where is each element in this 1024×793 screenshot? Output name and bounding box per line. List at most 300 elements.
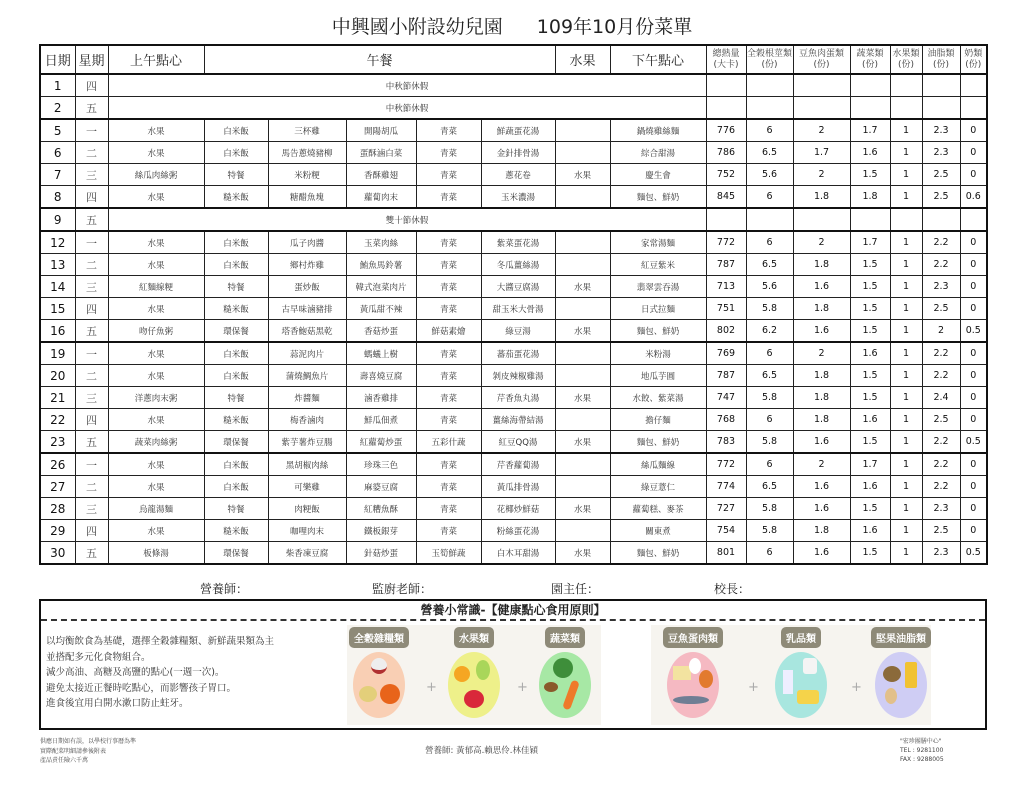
nutrition-cell-vegetable: 1.5: [850, 254, 890, 276]
nutrition-cell-fruitv: 1: [890, 342, 922, 365]
am-snack-cell: 水果: [108, 231, 204, 254]
menu-period: 109年10月份菜單: [536, 16, 693, 38]
nutrition-cell-kcal: 751: [706, 298, 746, 320]
table-row: [40, 365, 987, 387]
date-cell: 20: [40, 365, 75, 387]
fruit-cell: [555, 186, 610, 209]
col-vegetable: 蔬菜類(份): [850, 45, 890, 74]
vegetable-icon: [539, 652, 591, 718]
vegetable-dish-cell: 青菜: [416, 498, 481, 520]
date-cell: 9: [40, 208, 75, 231]
pm-snack-cell: 麵包、鮮奶: [610, 431, 706, 454]
nutrition-cell-kcal: 727: [706, 498, 746, 520]
nutrition-cell-vegetable: [850, 208, 890, 231]
nutrition-cell-fat: 2.2: [922, 231, 960, 254]
soup-cell: 蕃茄蛋花湯: [481, 342, 555, 365]
nutrition-cell-fat: 2.3: [922, 276, 960, 298]
vegetable-dish-cell: 青菜: [416, 409, 481, 431]
nutrition-cell-milk: 0.6: [960, 186, 987, 209]
supplier-name: "宏珍團膳中心": [900, 738, 942, 745]
staple-cell: 白米飯: [204, 365, 268, 387]
footer-note: 供應日期如有誤，以學校行事曆為準: [40, 738, 137, 745]
side-dish-cell: 黃瓜甜不辣: [346, 298, 416, 320]
weekday-cell: 二: [75, 254, 108, 276]
nutrition-cell-kcal: 754: [706, 520, 746, 542]
vegetable-dish-cell: 青菜: [416, 387, 481, 409]
tip-line: 並搭配多元化食物組合。: [46, 651, 151, 663]
pm-snack-cell: 日式拉麵: [610, 298, 706, 320]
nutrition-cell-milk: [960, 97, 987, 120]
fruit-cell: 水果: [555, 276, 610, 298]
nutrition-cell-grain: 6.2: [746, 320, 793, 343]
col-fruit: 水果: [555, 45, 610, 74]
nutrition-cell-fruitv: 1: [890, 119, 922, 142]
nutrition-cell-milk: 0: [960, 387, 987, 409]
nutrition-cell-fat: [922, 208, 960, 231]
nutrition-cell-fat: 2.2: [922, 476, 960, 498]
side-dish-cell: 韓式泡菜肉片: [346, 276, 416, 298]
nutrition-cell-kcal: 787: [706, 365, 746, 387]
nutrition-cell-protein: 1.6: [793, 542, 850, 565]
nutrition-cell-vegetable: 1.7: [850, 231, 890, 254]
fruit-cell: [555, 520, 610, 542]
nutrition-cell-fat: 2.2: [922, 365, 960, 387]
date-cell: 12: [40, 231, 75, 254]
date-cell: 21: [40, 387, 75, 409]
main-dish-cell: 塔香鮑菇黑乾: [268, 320, 346, 343]
nutrition-cell-kcal: [706, 74, 746, 97]
vegetable-dish-cell: 鮮菇素燴: [416, 320, 481, 343]
vegetable-dish-cell: 青菜: [416, 276, 481, 298]
nutrition-cell-fruitv: [890, 74, 922, 97]
weekday-cell: 三: [75, 164, 108, 186]
col-fat: 油脂類(份): [922, 45, 960, 74]
nutrition-cell-fat: 2.2: [922, 453, 960, 476]
fruit-cell: [555, 254, 610, 276]
weekday-cell: 二: [75, 476, 108, 498]
nutrition-cell-fat: 2.5: [922, 298, 960, 320]
weekday-cell: 一: [75, 119, 108, 142]
plus-icon: +: [748, 680, 759, 695]
nutrition-cell-grain: 6.5: [746, 254, 793, 276]
tip-line: 以均衡飲食為基礎，選擇全穀雜糧類、新鮮蔬果類為主: [46, 636, 275, 647]
pm-snack-cell: 麵包、鮮奶: [610, 186, 706, 209]
table-row: [40, 186, 987, 209]
date-cell: 26: [40, 453, 75, 476]
side-dish-cell: 鮪魚馬鈴薯: [346, 254, 416, 276]
nutrition-cell-vegetable: 1.5: [850, 164, 890, 186]
main-dish-cell: 糖醋魚塊: [268, 186, 346, 209]
weekday-cell: 四: [75, 298, 108, 320]
table-row: [40, 520, 987, 542]
page-title: [0, 12, 1024, 39]
nutrition-cell-grain: 6.5: [746, 142, 793, 164]
nutrition-cell-vegetable: 1.5: [850, 365, 890, 387]
col-fruit-servings: 水果類(份): [890, 45, 922, 74]
nutrition-cell-fruitv: 1: [890, 520, 922, 542]
fruit-cell: [555, 409, 610, 431]
vegetable-dish-cell: 青菜: [416, 298, 481, 320]
side-dish-cell: 螞蟻上樹: [346, 342, 416, 365]
am-snack-cell: 水果: [108, 409, 204, 431]
nutrition-cell-vegetable: 1.7: [850, 119, 890, 142]
nutrition-cell-grain: [746, 97, 793, 120]
food-groups-panel-right: [651, 625, 931, 725]
food-group-label: 乳品類: [781, 627, 821, 648]
food-groups-panel-left: [347, 625, 601, 725]
table-row: [40, 231, 987, 254]
nutrition-cell-protein: 1.8: [793, 186, 850, 209]
am-snack-cell: 水果: [108, 186, 204, 209]
side-dish-cell: 鐵板銀芽: [346, 520, 416, 542]
nutrition-cell-grain: 5.8: [746, 498, 793, 520]
table-row: [40, 542, 987, 565]
col-calories: 總熱量(大卡): [706, 45, 746, 74]
pm-snack-cell: 關東煮: [610, 520, 706, 542]
nutrition-cell-kcal: 801: [706, 542, 746, 565]
menu-body: [40, 74, 987, 564]
weekday-cell: 三: [75, 276, 108, 298]
date-cell: 22: [40, 409, 75, 431]
am-snack-cell: 水果: [108, 520, 204, 542]
table-row: [40, 476, 987, 498]
nutrition-cell-kcal: 769: [706, 342, 746, 365]
weekday-cell: 五: [75, 320, 108, 343]
main-dish-cell: 可樂雞: [268, 476, 346, 498]
staple-cell: 糙米飯: [204, 409, 268, 431]
nutrition-cell-grain: 6: [746, 453, 793, 476]
soup-cell: 粉絲蛋花湯: [481, 520, 555, 542]
soup-cell: 金針排骨湯: [481, 142, 555, 164]
nutrition-cell-fat: 2.3: [922, 542, 960, 565]
nutrition-cell-fat: [922, 74, 960, 97]
staple-cell: 白米飯: [204, 476, 268, 498]
weekday-cell: 一: [75, 231, 108, 254]
soup-cell: 薑絲海帶結湯: [481, 409, 555, 431]
table-row: [40, 342, 987, 365]
nutrition-cell-grain: 5.8: [746, 520, 793, 542]
nutrition-cell-fruitv: 1: [890, 186, 922, 209]
nutrition-cell-protein: 1.8: [793, 254, 850, 276]
main-dish-cell: 馬告蔥燒豬柳: [268, 142, 346, 164]
principal-signature: 校長：: [714, 582, 751, 596]
vegetable-dish-cell: 青菜: [416, 119, 481, 142]
nutrition-cell-grain: 6: [746, 231, 793, 254]
main-dish-cell: 咖哩肉末: [268, 520, 346, 542]
pm-snack-cell: 家常湯麵: [610, 231, 706, 254]
date-cell: 15: [40, 298, 75, 320]
nutrition-cell-kcal: 786: [706, 142, 746, 164]
footer-dietitians: 營養師: 黃郁高.賴思伶.林佳穎: [425, 746, 538, 756]
staple-cell: 環保餐: [204, 542, 268, 565]
date-cell: 27: [40, 476, 75, 498]
vegetable-dish-cell: 青菜: [416, 520, 481, 542]
nutrition-cell-milk: 0: [960, 520, 987, 542]
nutrition-cell-fat: 2.2: [922, 431, 960, 454]
table-row: [40, 276, 987, 298]
nutrition-cell-milk: 0: [960, 498, 987, 520]
soup-cell: 玉米濃湯: [481, 186, 555, 209]
date-cell: 28: [40, 498, 75, 520]
nutrition-cell-vegetable: 1.6: [850, 342, 890, 365]
tips-title: 營養小常識-【健康點心食用原則】: [41, 601, 985, 621]
side-dish-cell: 滷香雞排: [346, 387, 416, 409]
am-snack-cell: 水果: [108, 142, 204, 164]
nutrition-cell-milk: 0: [960, 298, 987, 320]
nutrition-cell-vegetable: [850, 74, 890, 97]
table-row: [40, 74, 987, 97]
nutrition-cell-fat: 2.5: [922, 164, 960, 186]
staple-cell: 糙米飯: [204, 520, 268, 542]
nutrition-cell-milk: 0: [960, 342, 987, 365]
side-dish-cell: 紅蘿蔔炒蛋: [346, 431, 416, 454]
nutrition-cell-fruitv: [890, 97, 922, 120]
nutrition-cell-milk: 0.5: [960, 431, 987, 454]
fruit-cell: [555, 342, 610, 365]
fruit-cell: [555, 476, 610, 498]
staple-cell: 特餐: [204, 387, 268, 409]
school-name: 中興國小附設幼兒園: [331, 16, 503, 38]
fruit-cell: 水果: [555, 498, 610, 520]
nutrition-cell-milk: [960, 208, 987, 231]
food-group-label: 豆魚蛋肉類: [663, 627, 723, 648]
nutrition-cell-milk: [960, 74, 987, 97]
pm-snack-cell: 米粉湯: [610, 342, 706, 365]
food-group-fruit: [442, 627, 506, 718]
nutrition-cell-grain: [746, 208, 793, 231]
soup-cell: 剝皮辣椒雞湯: [481, 365, 555, 387]
fruit-cell: [555, 231, 610, 254]
table-row: [40, 208, 987, 231]
vegetable-dish-cell: 青菜: [416, 186, 481, 209]
food-group-vegetable: [533, 627, 597, 718]
nutrition-cell-milk: 0: [960, 164, 987, 186]
table-row: [40, 254, 987, 276]
nutrition-cell-kcal: [706, 208, 746, 231]
weekday-cell: 三: [75, 387, 108, 409]
footer-note: 實際配菜明細請參後附表: [40, 747, 107, 755]
weekday-cell: 一: [75, 453, 108, 476]
side-dish-cell: 麻婆豆腐: [346, 476, 416, 498]
nutrition-cell-fat: 2: [922, 320, 960, 343]
nutrition-cell-kcal: 768: [706, 409, 746, 431]
am-snack-cell: 絲瓜肉絲粥: [108, 164, 204, 186]
nuts-oils-icon: [875, 652, 927, 718]
main-dish-cell: 蒲燒鯛魚片: [268, 365, 346, 387]
side-dish-cell: 蘿蔔肉末: [346, 186, 416, 209]
food-group-dairy: [769, 627, 833, 718]
fruit-cell: 水果: [555, 320, 610, 343]
pm-snack-cell: 綠豆薏仁: [610, 476, 706, 498]
am-snack-cell: 水果: [108, 476, 204, 498]
main-dish-cell: 鄉村炸雞: [268, 254, 346, 276]
soup-cell: 芹香蘿蔔湯: [481, 453, 555, 476]
side-dish-cell: 針菇炒蛋: [346, 542, 416, 565]
nutrition-cell-kcal: 845: [706, 186, 746, 209]
nutrition-cell-grain: 6: [746, 186, 793, 209]
footer-notes: [40, 737, 136, 766]
fruit-icon: [448, 652, 500, 718]
food-group-label: 蔬菜類: [545, 627, 585, 648]
nutrition-cell-grain: 5.8: [746, 298, 793, 320]
weekday-cell: 三: [75, 498, 108, 520]
table-header-row: [40, 45, 987, 74]
vegetable-dish-cell: 青菜: [416, 142, 481, 164]
nutrition-cell-protein: 1.6: [793, 276, 850, 298]
plus-icon: +: [851, 680, 862, 695]
soup-cell: 冬瓜薑絲湯: [481, 254, 555, 276]
pm-snack-cell: 蘿蔔糕、麥茶: [610, 498, 706, 520]
nutrition-cell-protein: 1.6: [793, 320, 850, 343]
nutrition-cell-protein: 2: [793, 119, 850, 142]
nutrition-cell-milk: 0: [960, 142, 987, 164]
weekday-cell: 五: [75, 431, 108, 454]
nutrition-cell-fruitv: 1: [890, 320, 922, 343]
nutrition-cell-grain: 6.5: [746, 476, 793, 498]
main-dish-cell: 米粉粳: [268, 164, 346, 186]
am-snack-cell: 水果: [108, 365, 204, 387]
nutrition-cell-vegetable: 1.8: [850, 186, 890, 209]
nutrition-cell-grain: [746, 74, 793, 97]
fruit-cell: [555, 298, 610, 320]
staple-cell: 白米飯: [204, 119, 268, 142]
vegetable-dish-cell: 青菜: [416, 254, 481, 276]
nutrition-cell-milk: 0: [960, 453, 987, 476]
signature-line: [0, 580, 1024, 596]
nutrition-cell-kcal: 774: [706, 476, 746, 498]
pm-snack-cell: 慶生會: [610, 164, 706, 186]
side-dish-cell: 珍珠三色: [346, 453, 416, 476]
fruit-cell: [555, 453, 610, 476]
date-cell: 7: [40, 164, 75, 186]
col-weekday: 星期: [75, 45, 108, 74]
footer-supplier: [900, 737, 944, 764]
am-snack-cell: 板條湯: [108, 542, 204, 565]
main-dish-cell: 炸醬麵: [268, 387, 346, 409]
vegetable-dish-cell: 青菜: [416, 453, 481, 476]
soup-cell: 大醬豆腐湯: [481, 276, 555, 298]
staple-cell: 糙米飯: [204, 186, 268, 209]
nutrition-cell-vegetable: 1.6: [850, 476, 890, 498]
vegetable-dish-cell: 五彩什蔬: [416, 431, 481, 454]
date-cell: 2: [40, 97, 75, 120]
nutrition-cell-fruitv: 1: [890, 409, 922, 431]
vegetable-dish-cell: 青菜: [416, 342, 481, 365]
main-dish-cell: 梅香滷肉: [268, 409, 346, 431]
nutrition-cell-protein: 1.7: [793, 142, 850, 164]
nutrition-cell-milk: 0: [960, 254, 987, 276]
nutrition-cell-fruitv: 1: [890, 254, 922, 276]
side-dish-cell: 香菇炒蛋: [346, 320, 416, 343]
table-row: [40, 97, 987, 120]
table-row: [40, 164, 987, 186]
supplier-tel: TEL : 9281100: [900, 747, 944, 754]
nutrition-cell-protein: 2: [793, 231, 850, 254]
pm-snack-cell: 紅豆紫米: [610, 254, 706, 276]
nutrition-cell-grain: 6: [746, 409, 793, 431]
am-snack-cell: 紅麵線粳: [108, 276, 204, 298]
soup-cell: 白木耳甜湯: [481, 542, 555, 565]
am-snack-cell: 蔬菜肉絲粥: [108, 431, 204, 454]
soup-cell: 黃瓜排骨湯: [481, 476, 555, 498]
nutrition-cell-kcal: 747: [706, 387, 746, 409]
nutrition-cell-fruitv: 1: [890, 231, 922, 254]
col-milk: 奶類(份): [960, 45, 987, 74]
menu-table: [39, 44, 988, 565]
am-snack-cell: 洋蔥肉末粥: [108, 387, 204, 409]
food-group-label: 水果類: [454, 627, 494, 648]
am-snack-cell: 水果: [108, 119, 204, 142]
nutrition-cell-kcal: 752: [706, 164, 746, 186]
table-row: [40, 453, 987, 476]
nutrition-cell-fat: 2.3: [922, 119, 960, 142]
nutrition-cell-fat: 2.2: [922, 254, 960, 276]
staple-cell: 白米飯: [204, 142, 268, 164]
weekday-cell: 五: [75, 97, 108, 120]
soup-cell: 紅豆QQ湯: [481, 431, 555, 454]
nutrition-cell-kcal: [706, 97, 746, 120]
supplier-fax: FAX : 9288005: [900, 756, 944, 763]
main-dish-cell: 蒜泥肉片: [268, 342, 346, 365]
am-snack-cell: 水果: [108, 453, 204, 476]
nutrition-cell-kcal: 802: [706, 320, 746, 343]
nutrition-cell-vegetable: 1.7: [850, 453, 890, 476]
side-dish-cell: 開陽胡瓜: [346, 119, 416, 142]
nutrition-cell-vegetable: 1.5: [850, 320, 890, 343]
holiday-cell: 中秋節休假: [108, 74, 706, 97]
nutrition-cell-grain: 6: [746, 119, 793, 142]
date-cell: 19: [40, 342, 75, 365]
side-dish-cell: 壽喜燒豆腐: [346, 365, 416, 387]
protein-icon: [667, 652, 719, 718]
side-dish-cell: 香酥雞翅: [346, 164, 416, 186]
food-group-label: 全穀雜糧類: [349, 627, 409, 648]
weekday-cell: 四: [75, 186, 108, 209]
dietitian-signature: 營養師：: [200, 582, 249, 596]
nutrition-cell-grain: 5.6: [746, 276, 793, 298]
nutrition-cell-vegetable: 1.5: [850, 298, 890, 320]
vegetable-dish-cell: 青菜: [416, 164, 481, 186]
nutrition-cell-protein: 1.8: [793, 365, 850, 387]
nutrition-tips-box: [39, 599, 987, 730]
weekday-cell: 二: [75, 365, 108, 387]
table-row: [40, 119, 987, 142]
am-snack-cell: 烏龍湯麵: [108, 498, 204, 520]
table-row: [40, 320, 987, 343]
weekday-cell: 二: [75, 142, 108, 164]
nutrition-cell-fruitv: 1: [890, 164, 922, 186]
col-date: 日期: [40, 45, 75, 74]
fruit-cell: [555, 142, 610, 164]
staple-cell: 環保餐: [204, 431, 268, 454]
nutrition-cell-grain: 5.8: [746, 431, 793, 454]
nutrition-cell-protein: 1.8: [793, 298, 850, 320]
main-dish-cell: 柴香凍豆腐: [268, 542, 346, 565]
col-am-snack: 上午點心: [108, 45, 204, 74]
nutrition-cell-milk: 0: [960, 365, 987, 387]
nutrition-cell-fruitv: 1: [890, 498, 922, 520]
nutrition-cell-milk: 0: [960, 119, 987, 142]
pm-snack-cell: 地瓜芋圓: [610, 365, 706, 387]
tip-line: 避免太接近正餐時吃點心，而影響孩子胃口。: [46, 682, 237, 694]
nutrition-cell-fat: 2.3: [922, 142, 960, 164]
staple-cell: 白米飯: [204, 254, 268, 276]
am-snack-cell: 水果: [108, 254, 204, 276]
director-signature: 園主任：: [551, 582, 600, 596]
pm-snack-cell: 擔仔麵: [610, 409, 706, 431]
nutrition-cell-kcal: 713: [706, 276, 746, 298]
grains-icon: [353, 652, 405, 718]
